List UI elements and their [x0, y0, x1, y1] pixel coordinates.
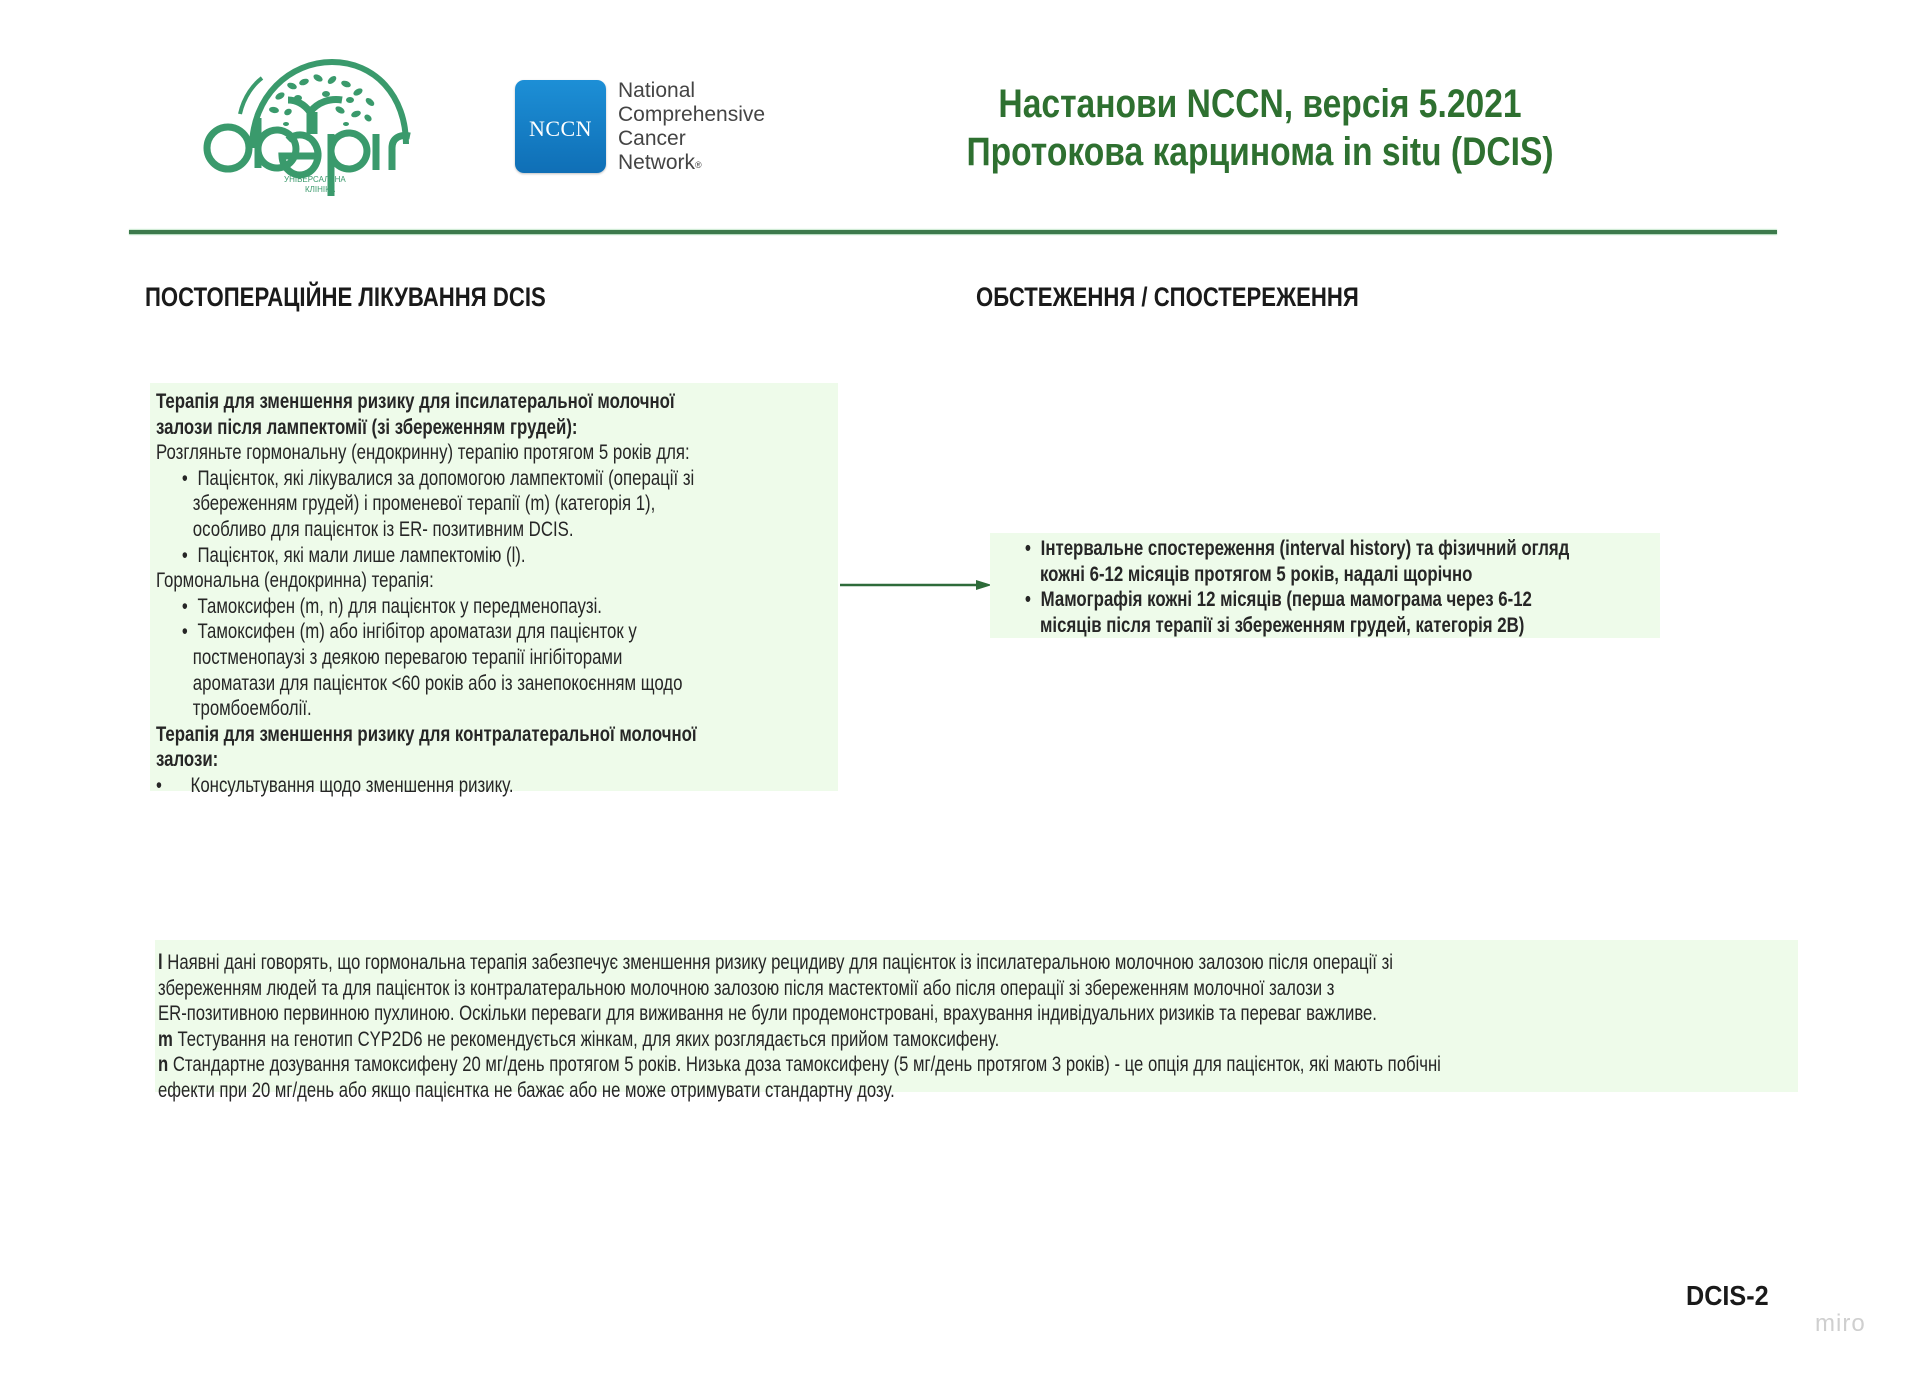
list-item-text: кожні 6-12 місяців протягом 5 років, надалі щорічно	[1040, 562, 1473, 586]
list-item-text: Пацієнток, які мали лише лампектомію (l).	[197, 543, 526, 567]
registered-mark: ®	[695, 160, 702, 170]
nccn-logo-text	[618, 79, 765, 175]
footnote-text: Наявні дані говорять, що гормональна терапія забезпечує зменшення ризику рецидиву для пацієнток із іпсилатеральною молочною залозою після операції зі	[162, 951, 1393, 974]
bullet-icon: •	[156, 773, 162, 797]
list-item-text: Консультування щодо зменшення ризику.	[190, 773, 514, 797]
footnote-marker: n	[158, 1053, 169, 1077]
bullet-icon: •	[1025, 588, 1031, 612]
bullet-icon: •	[181, 543, 188, 567]
list-item-text: ароматази для пацієнток <60 років або із занепокоєнням щодо	[192, 671, 683, 695]
footnote-text: ER-позитивною первинною пухлиною. Оскільки переваги для виживання не були продемонстровані, врахування індивідуальних ризиків та переваг важливе.	[158, 1002, 1377, 1026]
treatment-text	[156, 389, 697, 799]
footnote-text: ефекти при 20 мг/день або якщо пацієнтка не бажає або не може отримувати стандартну дозу.	[158, 1078, 895, 1102]
list-item-text: збереженням грудей) і променевої терапії (m) (категорія 1),	[192, 492, 656, 516]
arrow-right-icon	[840, 578, 992, 592]
list-item-text: Інтервальне спостереження (interval history) та фізичний огляд	[1040, 537, 1570, 560]
footnote-text: збереженням людей та для пацієнток із контралатеральною молочною залозою після мастектомії або після операції зі збереженням молочної залози з	[158, 976, 1335, 1000]
miro-watermark: miro	[1815, 1310, 1866, 1337]
contralateral-heading: Терапія для зменшення ризику для контралатеральної молочної	[156, 722, 697, 746]
oberig-clinic-logo	[200, 56, 416, 198]
list-item	[1020, 536, 1569, 562]
nccn-line-network	[618, 151, 765, 175]
section-heading-treatment: ПОСТОПЕРАЦІЙНЕ ЛІКУВАННЯ DCIS	[145, 282, 546, 312]
surveillance-text	[1020, 536, 1569, 638]
list-item	[156, 619, 697, 645]
contralateral-heading-cont: залози:	[156, 748, 219, 772]
list-item	[156, 466, 697, 492]
footnote-text: Стандартне дозування тамоксифену 20 мг/день протягом 5 років. Низька доза тамоксифену (5 мг/день протягом 3 років) - це опція для пацієнток, які мають побічні	[168, 1053, 1441, 1077]
bullet-icon: •	[181, 620, 188, 644]
nccn-network-text: Network	[618, 151, 696, 174]
list-item	[156, 594, 697, 620]
bullet-icon: •	[181, 466, 188, 490]
header-divider	[129, 230, 1777, 234]
ipsilateral-heading-cont: залози після лампектомії (зі збереженням грудей):	[156, 415, 578, 439]
list-item-text: Тамоксифен (m) або інгібітор ароматази для пацієнток у	[197, 620, 637, 644]
list-item-text: місяців після терапії зі збереженням грудей, категорія 2B)	[1040, 613, 1525, 637]
list-item-text: Тамоксифен (m, n) для пацієнток у передменопаузі.	[197, 594, 602, 618]
footnotes-box	[155, 940, 1798, 1102]
hormonal-label: Гормональна (ендокринна) терапія:	[156, 569, 434, 593]
nccn-line: Cancer	[618, 127, 686, 150]
consider-text: Розгляньте гормональну (ендокринну) терапію протягом 5 років для:	[156, 441, 690, 465]
list-item-text: Пацієнток, які лікувалися за допомогою лампектомії (операції зі	[197, 466, 695, 490]
svg-text:КЛІНІКА: КЛІНІКА	[305, 185, 336, 194]
list-item-text: Мамографія кожні 12 місяців (перша мамограма через 6-12	[1040, 588, 1532, 612]
footnote-marker: l	[158, 951, 163, 974]
list-item	[1020, 587, 1569, 613]
section-heading-surveillance: ОБСТЕЖЕННЯ / СПОСТЕРЕЖЕННЯ	[976, 282, 1359, 312]
footnote-text: Тестування на генотип CYP2D6 не рекомендується жінкам, для яких розглядається прийом тамоксифену.	[172, 1027, 1000, 1051]
page-number: DCIS-2	[1686, 1280, 1769, 1311]
page-title	[880, 80, 1640, 176]
list-item	[156, 773, 697, 799]
nccn-line: Comprehensive	[618, 103, 766, 126]
footnote-m	[158, 1027, 1441, 1053]
list-item-text: постменопаузі з деякою перевагою терапії інгібіторами	[192, 645, 623, 669]
list-item-text: тромбоемболії.	[192, 697, 312, 721]
nccn-logo-badge	[515, 80, 606, 173]
footnotes-text	[158, 950, 1441, 1104]
oberig-subtitle: УНІВЕРСАЛЬНА	[284, 175, 346, 184]
bullet-icon: •	[1025, 537, 1031, 560]
footnote-n	[158, 1052, 1441, 1078]
ipsilateral-heading: Терапія для зменшення ризику для іпсилатеральної молочної	[156, 390, 675, 413]
bullet-icon: •	[181, 594, 188, 618]
oberig-tree-logo-icon	[200, 56, 416, 198]
footnote-marker: m	[158, 1027, 173, 1051]
nccn-badge-text: NCCN	[528, 116, 593, 141]
title-line-1: Настанови NCCN, версія 5.2021	[998, 82, 1522, 126]
nccn-line: National	[618, 79, 696, 102]
list-item-text: особливо для пацієнток із ER- позитивним DCIS.	[192, 517, 574, 541]
title-line-2: Протокова карцинома in situ (DCIS)	[966, 130, 1554, 174]
treatment-box	[150, 383, 838, 797]
surveillance-box	[990, 533, 1660, 638]
list-item	[156, 543, 697, 569]
footnote-l	[158, 950, 1441, 976]
